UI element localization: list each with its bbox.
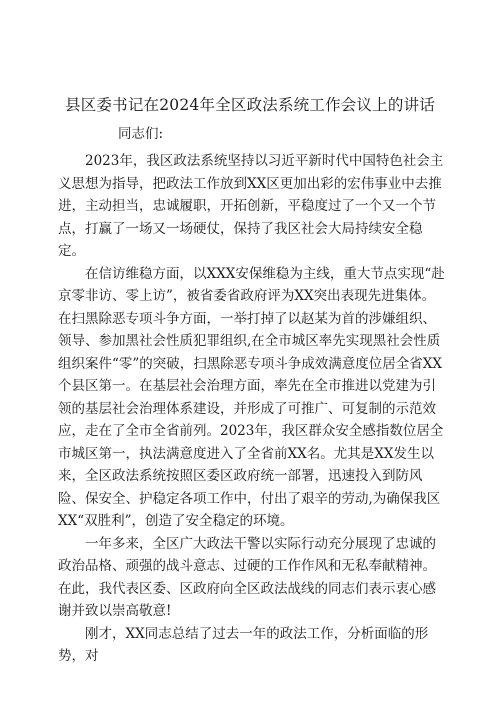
paragraph: 在此，我代表区委、区政府向全区政法战线的同志们表示衷心感谢并致以崇高敬意! xyxy=(58,580,436,619)
paragraph: 一年多来，全区广大政法干警以实际行动充分展现了忠诚的政治品格、顽强的战斗意志、过硬的工作作风和无私奉献精神。 xyxy=(58,535,436,574)
paragraph: 刚才，XX同志总结了过去一年的政法工作，分析面临的形势，对 xyxy=(58,625,429,664)
salutation: 同志们: xyxy=(118,126,164,142)
paragraph: 2023年，我区政法系统坚持以习近平新时代中国特色社会主义思想为指导，把政法工作放到XX区更加出彩的宏伟事业中去推进，主动担当，忠诚履职，开拓创新，平稳度过了一个又一个节点，打赢了一场又一场硬仗，保持了我区社会大局持续安全稳定。 xyxy=(58,153,444,259)
document-title: 县区委书记在2024年全区政法系统工作会议上的讲话 xyxy=(65,96,435,114)
document-body xyxy=(58,150,446,668)
paragraph: 在信访维稳方面，以XXX安保维稳为主线，重大节点实现“赴京零非访、零上访”，被省委省政府评为XX突出表现先进集体。在扫黑除恶专项斗争方面，一举打掉了以赵某为首的涉嫌组织、领导、参加黑社会性质犯罪组织,在全市城区率先实现黑社会性质组织案件“零”的突破，扫黑除恶专项斗争成效满意度位居全省XX个县区第一。在基层社会治理方面，率先在全市推进以党建为引领的基层社会治理体系建设，并形成了可推广、可复制的示范效应，走在了全市全省前列。2023年，我区群众安全感指数位居全市城区第一，执法满意度进入了全省前XX名。尤其是XX发生以来，全区政法系统按照区委区政府统一部署，迅速投入到防风险、保安全、护稳定各项工作中，付出了艰辛的劳动,为确保我区XX“双胜利”，创造了安全稳定的环境。 xyxy=(58,265,445,529)
